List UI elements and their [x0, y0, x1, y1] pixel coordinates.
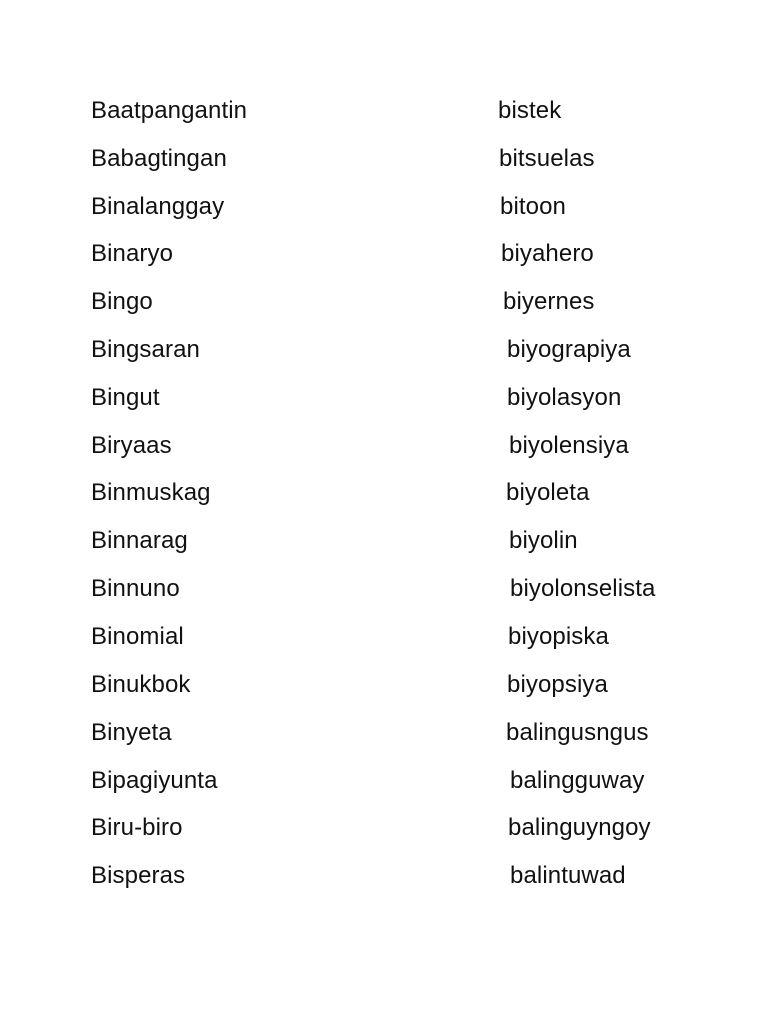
right-word: biyopiska: [508, 623, 609, 650]
left-word: Bisperas: [91, 862, 186, 889]
left-word: Baatpangantin: [91, 97, 248, 124]
right-word: biyernes: [503, 288, 595, 315]
left-word: Binnuno: [91, 575, 180, 602]
right-word: balingguway: [510, 767, 645, 794]
right-word: biyopsiya: [507, 671, 608, 698]
right-word: bistek: [498, 97, 562, 124]
left-word: Bipagiyunta: [91, 767, 218, 794]
right-word: biyahero: [501, 240, 594, 267]
right-word: balinguyngoy: [508, 814, 651, 841]
left-word: Babagtingan: [91, 145, 227, 172]
left-word: Binomial: [91, 623, 184, 650]
left-word: Binyeta: [91, 719, 172, 746]
right-word: balintuwad: [510, 862, 626, 889]
right-word: bitoon: [500, 193, 566, 220]
right-word: bitsuelas: [499, 145, 595, 172]
left-word: Binalanggay: [91, 193, 225, 220]
left-word: Bingut: [91, 384, 160, 411]
left-word: Binaryo: [91, 240, 174, 267]
left-word: Binmuskag: [91, 479, 211, 506]
right-word: biyolonselista: [510, 575, 656, 602]
right-word: biyolasyon: [507, 384, 622, 411]
right-word: biyoleta: [506, 479, 590, 506]
left-word: Bingo: [91, 288, 153, 315]
right-word: biyolensiya: [509, 432, 629, 459]
left-word: Binukbok: [91, 671, 191, 698]
right-word: biyograpiya: [507, 336, 631, 363]
left-word: Biryaas: [91, 432, 172, 459]
left-word: Biru-biro: [91, 814, 183, 841]
left-word: Bingsaran: [91, 336, 200, 363]
left-word: Binnarag: [91, 527, 188, 554]
right-word: balingusngus: [506, 719, 649, 746]
right-word: biyolin: [509, 527, 578, 554]
